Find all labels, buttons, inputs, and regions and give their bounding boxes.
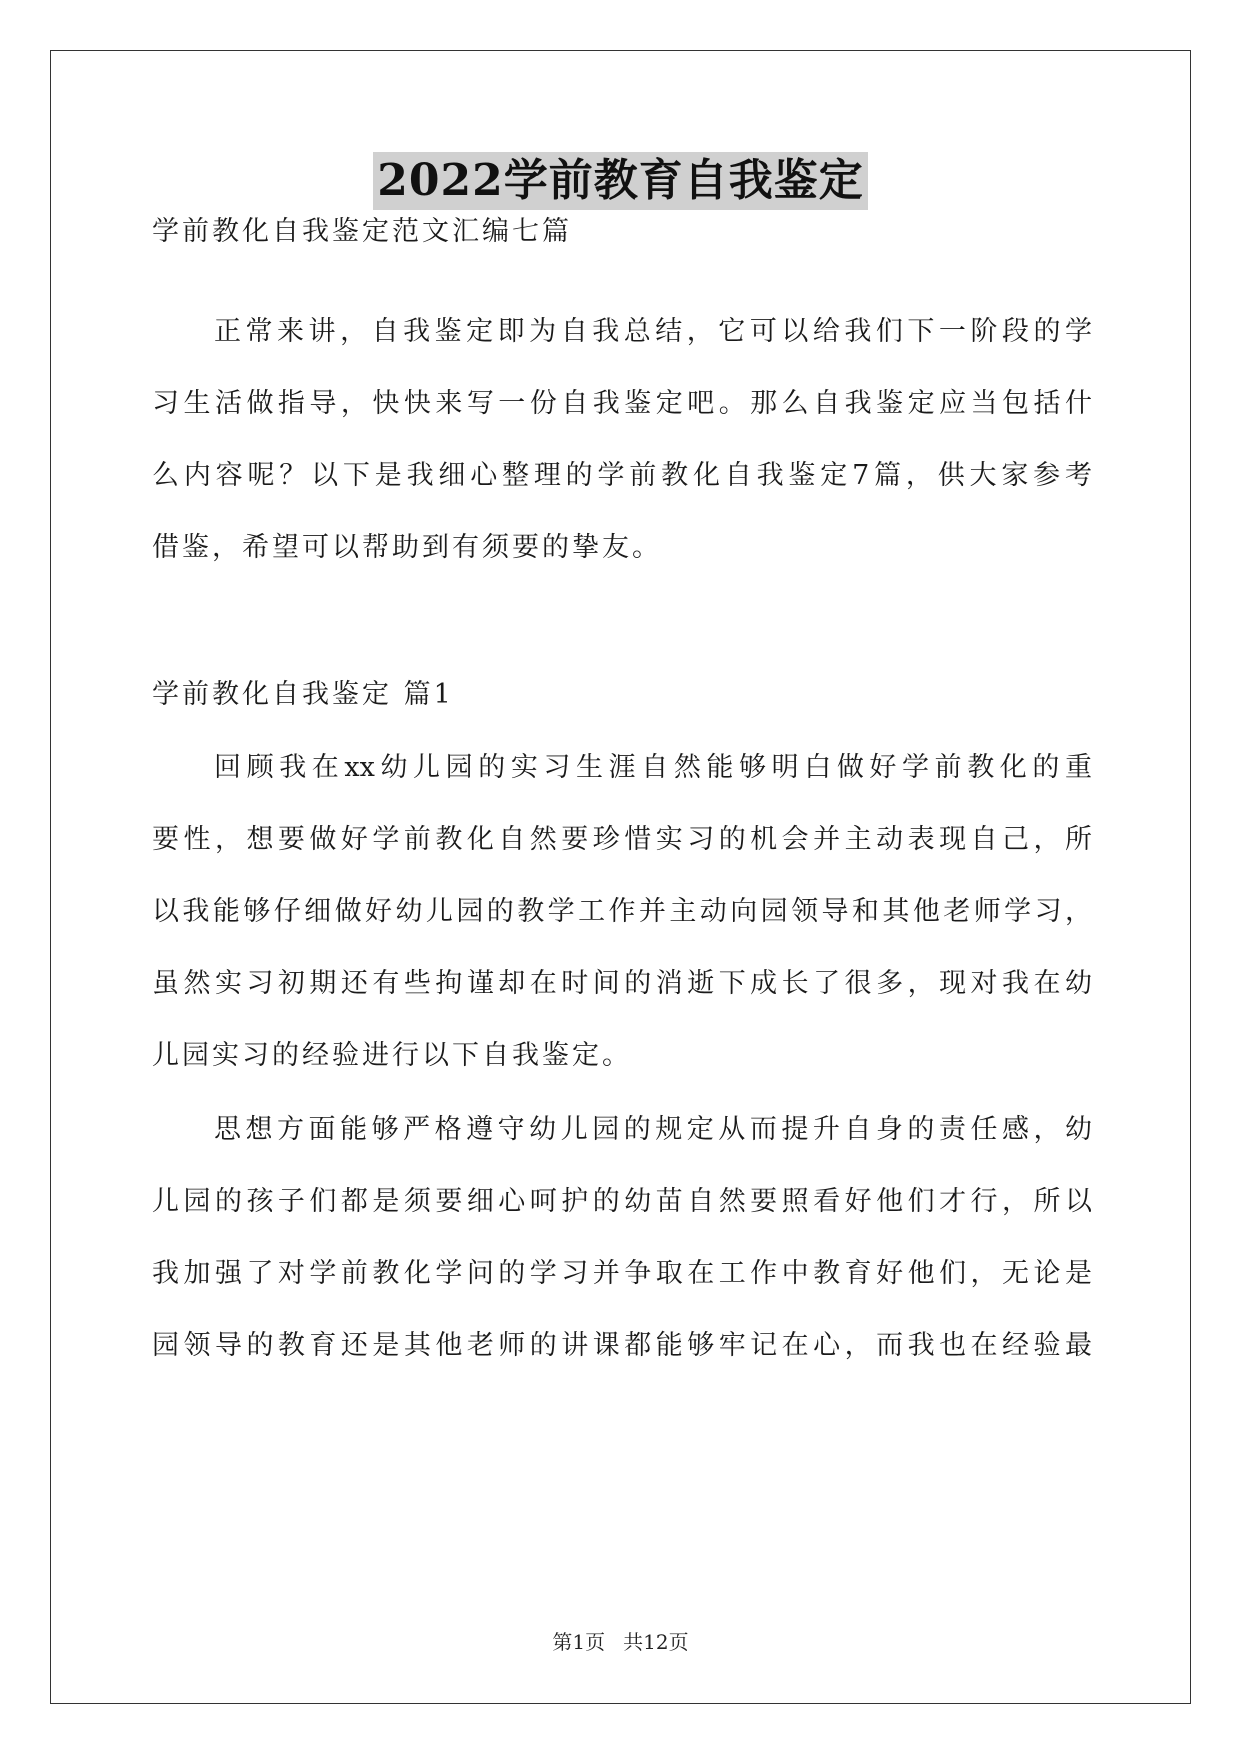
paragraph-line: 思想方面能够严格遵守幼儿园的规定从而提升自身的责任感，幼 — [214, 1114, 1092, 1145]
paragraph-line: 儿园的孩子们都是须要细心呵护的幼苗自然要照看好他们才行，所以 — [152, 1186, 1092, 1217]
page-footer — [0, 1628, 1241, 1656]
intro-line: 正常来讲，自我鉴定即为自我总结，它可以给我们下一阶段的学 — [214, 316, 1092, 347]
intro-line: 借鉴，希望可以帮助到有须要的挚友。 — [152, 532, 662, 563]
page-border — [50, 50, 1191, 1704]
paragraph-line: 儿园实习的经验进行以下自我鉴定。 — [152, 1040, 632, 1071]
paragraph-line: 虽然实习初期还有些拘谨却在时间的消逝下成长了很多，现对我在幼 — [152, 968, 1092, 999]
title-container — [0, 152, 1241, 210]
page-total: 共12页 — [623, 1630, 689, 1654]
paragraph-line: 我加强了对学前教化学问的学习并争取在工作中教育好他们，无论是 — [152, 1258, 1092, 1289]
paragraph-line: 园领导的教育还是其他老师的讲课都能够牢记在心，而我也在经验最 — [152, 1330, 1092, 1361]
document-title: 2022学前教育自我鉴定 — [373, 152, 867, 210]
intro-line: 习生活做指导，快快来写一份自我鉴定吧。那么自我鉴定应当包括什 — [152, 388, 1092, 419]
intro-line: 么内容呢？以下是我细心整理的学前教化自我鉴定7篇，供大家参考 — [152, 460, 1092, 491]
page-number: 第1页 — [552, 1630, 606, 1654]
document-subtitle: 学前教化自我鉴定范文汇编七篇 — [152, 216, 572, 247]
paragraph-line: 要性，想要做好学前教化自然要珍惜实习的机会并主动表现自己，所 — [152, 824, 1092, 855]
section-heading: 学前教化自我鉴定 篇1 — [152, 679, 454, 710]
paragraph-line: 回顾我在xx幼儿园的实习生涯自然能够明白做好学前教化的重 — [214, 752, 1092, 783]
paragraph-line: 以我能够仔细做好幼儿园的教学工作并主动向园领导和其他老师学习， — [152, 896, 1092, 927]
